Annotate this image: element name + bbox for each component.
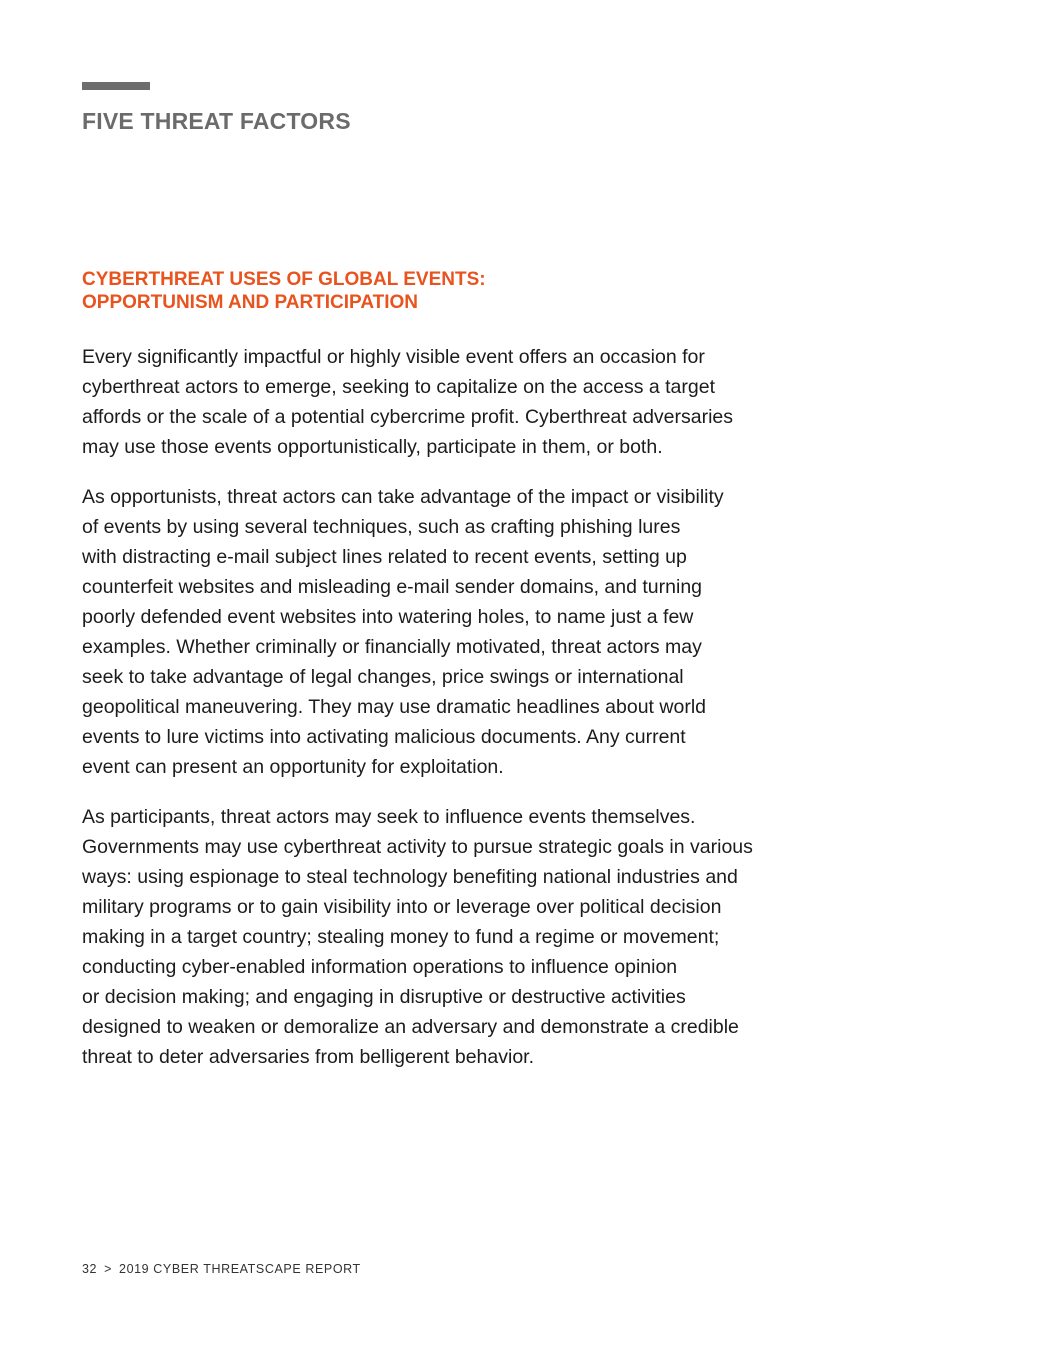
text-line: poorly defended event websites into watering holes, to name just a few xyxy=(82,606,694,628)
text-line: events to lure victims into activating malicious documents. Any current xyxy=(82,726,686,748)
text-line: counterfeit websites and misleading e-mail sender domains, and turning xyxy=(82,576,703,598)
text-line: examples. Whether criminally or financially motivated, threat actors may xyxy=(82,636,702,658)
article-heading-line: CYBERTHREAT USES OF GLOBAL EVENTS: xyxy=(82,269,486,290)
text-line: Every significantly impactful or highly visible event offers an occasion for xyxy=(82,346,705,368)
footer-separator: > xyxy=(104,1262,113,1276)
text-line: conducting cyber-enabled information operations to influence opinion xyxy=(82,956,678,978)
text-line: with distracting e-mail subject lines related to recent events, setting up xyxy=(82,546,687,568)
text-line: As participants, threat actors may seek to influence events themselves. xyxy=(82,806,696,828)
text-line: of events by using several techniques, such as crafting phishing lures xyxy=(82,516,681,538)
text-line: geopolitical maneuvering. They may use dramatic headlines about world xyxy=(82,696,706,718)
text-line: seek to take advantage of legal changes, price swings or international xyxy=(82,666,684,688)
section-title: FIVE THREAT FACTORS xyxy=(82,108,351,134)
page-footer xyxy=(82,1262,361,1276)
text-line: may use those events opportunistically, participate in them, or both. xyxy=(82,436,663,458)
article-body xyxy=(82,342,882,1092)
text-line: Governments may use cyberthreat activity to pursue strategic goals in various xyxy=(82,836,753,858)
text-line: affords or the scale of a potential cybercrime profit. Cyberthreat adversaries xyxy=(82,406,734,428)
text-line: designed to weaken or demoralize an adversary and demonstrate a credible xyxy=(82,1016,739,1038)
page-number: 32 xyxy=(82,1262,98,1276)
text-line: cyberthreat actors to emerge, seeking to capitalize on the access a target xyxy=(82,376,716,398)
paragraph-participants xyxy=(82,802,882,1072)
text-line: or decision making; and engaging in disruptive or destructive activities xyxy=(82,986,686,1008)
text-line: making in a target country; stealing money to fund a regime or movement; xyxy=(82,926,720,948)
paragraph-opportunists xyxy=(82,482,882,782)
text-line: military programs or to gain visibility into or leverage over political decision xyxy=(82,896,722,918)
article-heading xyxy=(82,268,486,314)
report-title: 2019 CYBER THREATSCAPE REPORT xyxy=(119,1262,361,1276)
text-line: ways: using espionage to steal technology benefiting national industries and xyxy=(82,866,738,888)
section-rule xyxy=(82,82,150,90)
text-line: event can present an opportunity for exploitation. xyxy=(82,756,504,778)
text-line: threat to deter adversaries from belligerent behavior. xyxy=(82,1046,534,1068)
text-line: As opportunists, threat actors can take advantage of the impact or visibility xyxy=(82,486,724,508)
article-heading-line: OPPORTUNISM AND PARTICIPATION xyxy=(82,292,419,313)
paragraph-intro xyxy=(82,342,882,462)
